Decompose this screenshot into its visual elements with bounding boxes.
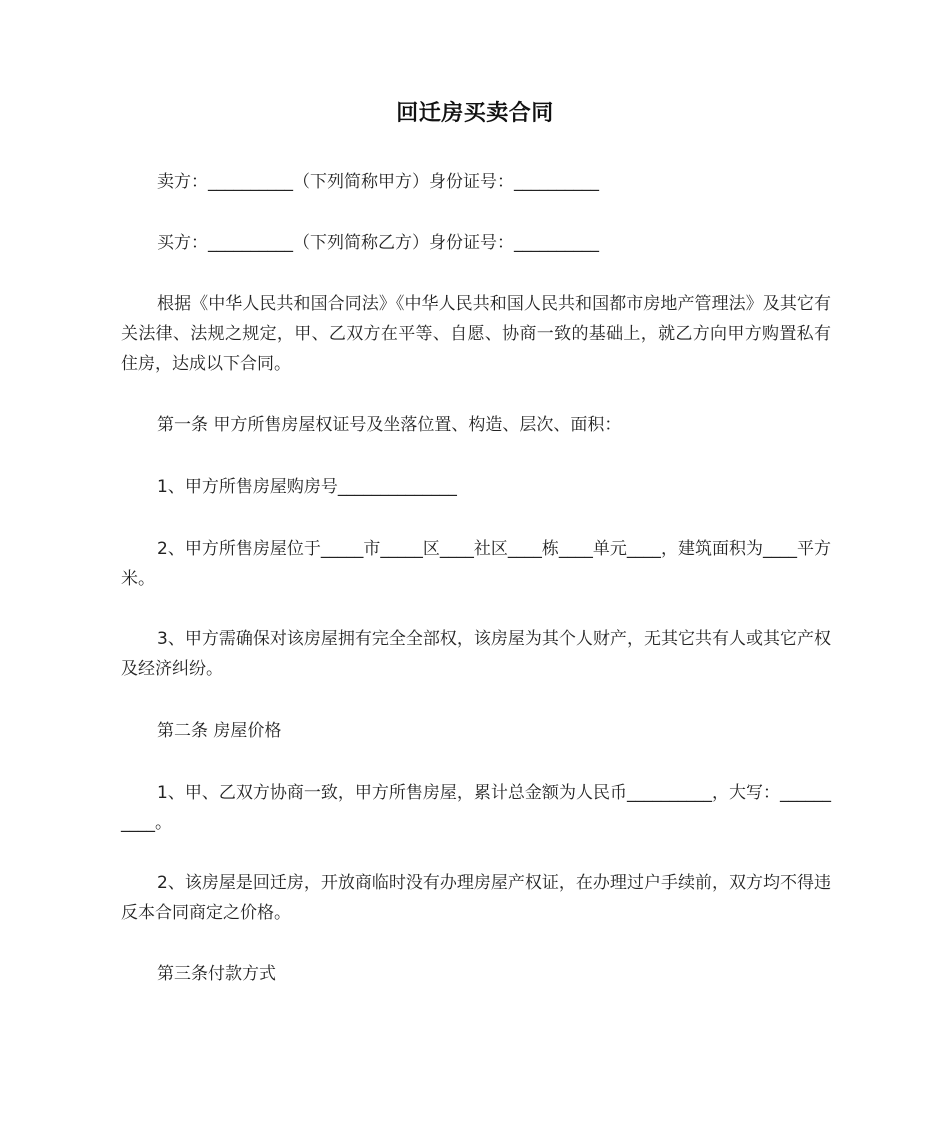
preamble-paragraph: 根据《中华人民共和国合同法》《中华人民共和国人民共和国都市房地产管理法》及其它有关法律、法规之规定，甲、乙双方在平等、自愿、协商一致的基础上，就乙方向甲方购置私有住房，达成以下合同。 [121, 294, 831, 374]
article-1-item-2: 2、甲方所售房屋位于_____市_____区____社区____栋____单元____，建筑面积为____平方米。 [121, 539, 831, 589]
article-2-item-2: 2、该房屋是回迁房，开放商临时没有办理房屋产权证，在办理过户手续前，双方均不得违反本合同商定之价格。 [121, 873, 831, 923]
document-title: 回迁房买卖合同 [396, 101, 554, 126]
article-1-heading: 第一条 甲方所售房屋权证号及坐落位置、构造、层次、面积： [157, 415, 622, 435]
article-1-item-1: 1、甲方所售房屋购房号______________ [157, 477, 457, 497]
seller-line: 卖方：__________（下列简称甲方）身份证号：__________ [157, 172, 599, 192]
buyer-line: 买方：__________（下列简称乙方）身份证号：__________ [157, 233, 599, 253]
article-1-item-3: 3、甲方需确保对该房屋拥有完全全部权，该房屋为其个人财产，无其它共有人或其它产权及经济纠纷。 [121, 629, 831, 679]
article-3-heading: 第三条付款方式 [157, 964, 276, 984]
article-2-heading: 第二条 房屋价格 [157, 721, 282, 741]
article-2-item-1: 1、甲、乙双方协商一致，甲方所售房屋，累计总金额为人民币__________，大写：__________。 [121, 783, 831, 833]
